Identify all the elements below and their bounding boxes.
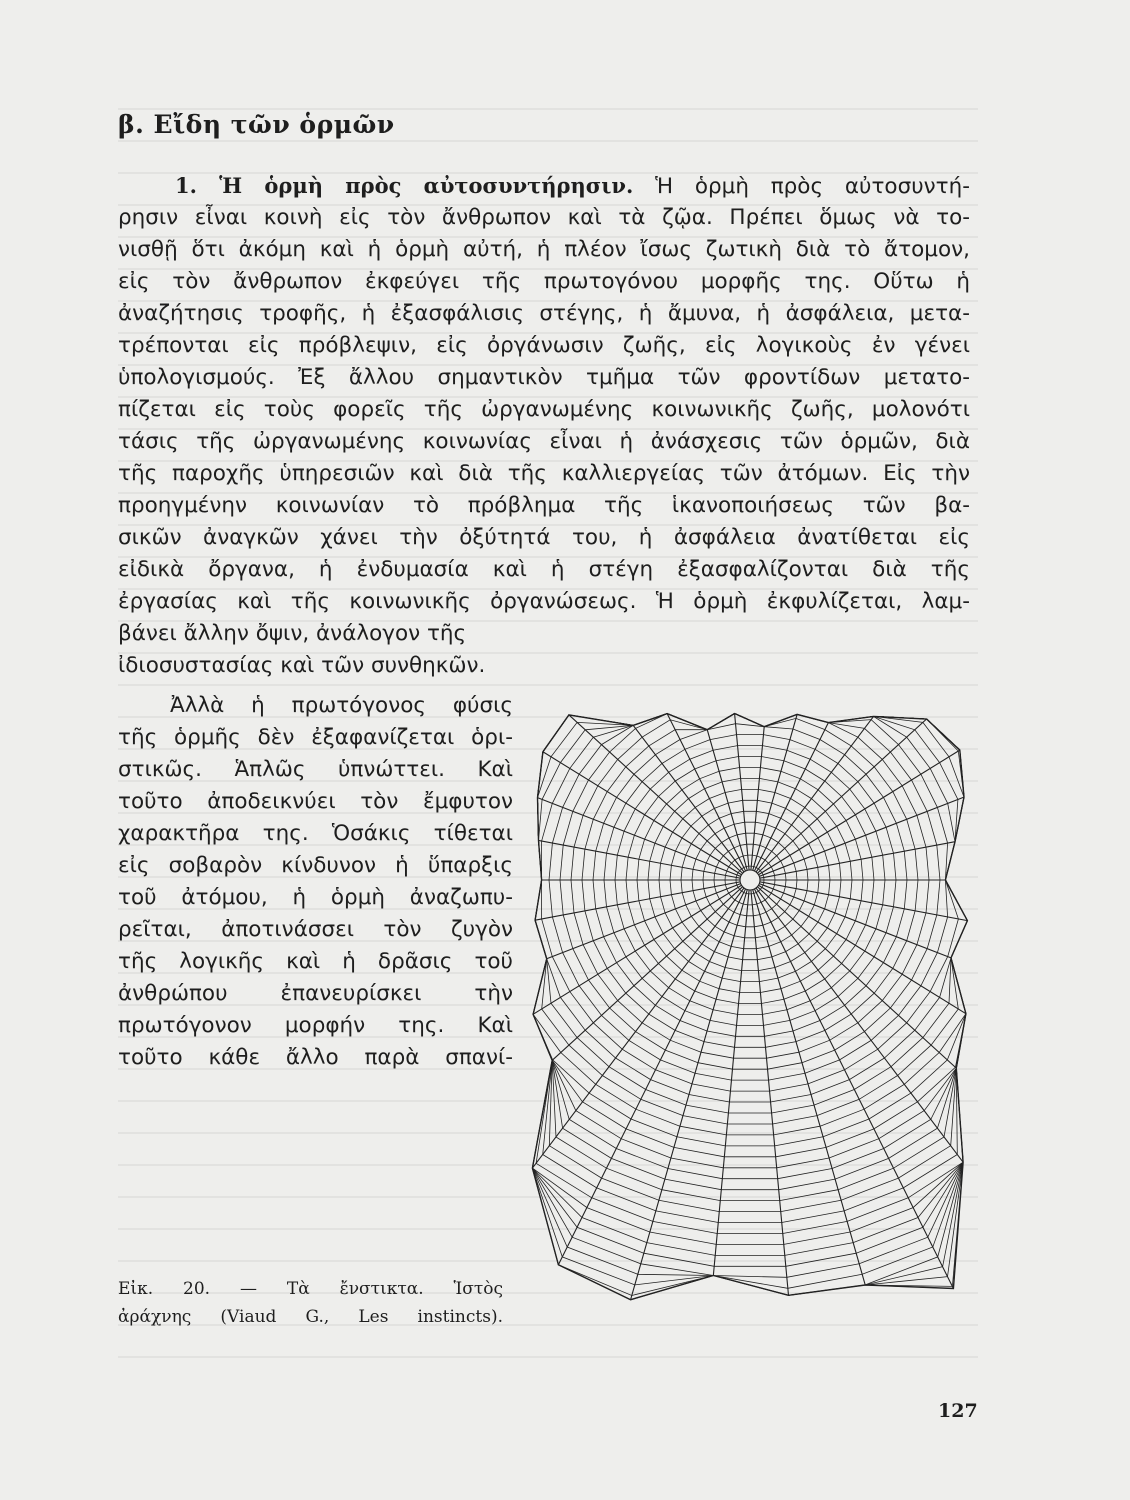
paragraph-line: πρωτόγονον μορφήν της. Καὶ <box>118 1013 513 1038</box>
web-spoke <box>667 714 750 880</box>
paragraph-line: τοῦ ἀτόμου, ἡ ὁρμὴ ἀναζωπυ- <box>118 885 513 910</box>
paragraph-line: Ἀλλὰ ἡ πρωτόγονος φύσις <box>170 693 513 718</box>
paragraph-line: εἰς τὸν ἄνθρωπον ἐκφεύγει τῆς πρωτογόνου μορφῆς της. Οὕτω ἡ <box>118 269 970 294</box>
paragraph-line: σικῶν ἀναγκῶν χάνει τὴν ὀξύτητά του, ἡ ἀσφάλεια ἀνατίθεται εἰς <box>118 525 970 550</box>
web-spoke <box>558 880 750 1265</box>
paragraph-line: στικῶς. Ἁπλῶς ὑπνώττει. Καὶ <box>118 757 513 782</box>
web-spiral-ring <box>542 714 959 1092</box>
paragraph-line: τῆς παροχῆς ὑπηρεσιῶν καὶ διὰ τῆς καλλιεργείας τῶν ἀτόμων. Εἰς τὴν <box>118 461 970 486</box>
web-spiral-ring <box>535 714 967 1114</box>
paragraph-line: ρεῖται, ἀποτινάσσει τὸν ζυγὸν <box>118 917 513 942</box>
paragraph-line: ὑπολογισμούς. Ἐξ ἄλλου σημαντικὸν τμῆμα τῶν φροντίδων μετατο- <box>118 365 970 390</box>
web-spoke <box>532 880 750 1168</box>
web-spiral-ring <box>535 714 967 1125</box>
paragraph-line: πίζεται εἰς τοὺς φορεῖς τῆς ὠργανωμένης κοινωνικῆς ζωῆς, μολονότι <box>118 397 970 422</box>
paragraph-line: νισθῇ ὅτι ἀκόμη καὶ ἡ ὁρμὴ αὐτή, ἡ πλέον ἴσως ζωτικὴ διὰ τὸ ἄτομον, <box>118 237 970 262</box>
web-spiral-ring <box>533 714 967 1157</box>
web-spiral-ring <box>532 714 967 1245</box>
paragraph-line: 1. Ἡ ὁρμὴ πρὸς αὐτοσυντήρησιν. Ἡ ὁρμὴ πρὸς αὐτοσυντή- <box>175 173 970 199</box>
web-hub <box>740 870 760 890</box>
web-spoke <box>750 880 951 958</box>
web-spoke <box>547 880 750 959</box>
section-heading: β. Εἴδη τῶν ὁρμῶν <box>118 110 395 139</box>
paragraph-label: 1. Ἡ ὁρμὴ πρὸς αὐτοσυντήρησιν. <box>175 173 634 198</box>
paragraph-line: χαρακτῆρα της. Ὁσάκις τίθεται <box>118 821 513 846</box>
paragraph-line: τοῦτο κάθε ἄλλο παρὰ σπανί- <box>118 1045 513 1070</box>
web-spiral-ring <box>532 714 967 1296</box>
paragraph-line: τάσις τῆς ὠργανωμένης κοινωνίας εἶναι ἡ ἀνάσχεσις τῶν ὁρμῶν, διὰ <box>118 429 970 454</box>
paragraph-line: ἀναζήτησις τροφῆς, ἡ ἐξασφάλισις στέγης, ἡ ἄμυνα, ἡ ἀσφάλεια, μετα- <box>118 301 970 326</box>
web-spiral-ring <box>533 714 967 1179</box>
figure-caption-line: ἀράχνης (Viaud G., Les instincts). <box>118 1307 503 1327</box>
paragraph-line: ἀνθρώπου ἐπανευρίσκει τὴν <box>118 981 513 1006</box>
paragraph-line: εἰδικὰ ὄργανα, ἡ ἐνδυμασία καὶ ἡ στέγη ἐξασφαλίζονται διὰ τῆς <box>118 557 970 582</box>
page-number: 127 <box>938 1400 978 1422</box>
web-spiral-ring <box>532 714 967 1267</box>
web-spiral-ring <box>532 714 967 1256</box>
paragraph-line: τῆς ὁρμῆς δὲν ἐξαφανίζεται ὁρι- <box>118 725 513 750</box>
web-spiral-ring <box>560 714 940 1070</box>
paragraph-line: τοῦτο ἀποδεικνύει τὸν ἔμφυτον <box>118 789 513 814</box>
web-spiral-ring <box>532 714 967 1289</box>
spider-web-illustration <box>520 700 980 1320</box>
paragraph-line: τρέπονται εἰς πρόβλεψιν, εἰς ὀργάνωσιν ζωῆς, εἰς λογικοὺς ἐν γένει <box>118 333 970 358</box>
web-spoke <box>750 880 963 1162</box>
paragraph-line: τῆς λογικῆς καὶ ἡ δρᾶσις τοῦ <box>118 949 513 974</box>
web-spoke <box>750 880 788 1295</box>
paragraph-line: εἰς σοβαρὸν κίνδυνον ἡ ὕπαρξις <box>118 853 513 878</box>
paragraph-line: ἐργασίας καὶ τῆς κοινωνικῆς ὀργανώσεως. Ἡ ὁρμὴ ἐκφυλίζεται, λαμ- <box>118 589 970 614</box>
web-spiral-ring <box>533 714 967 1168</box>
web-spiral-ring <box>532 714 967 1296</box>
figure-caption-line: Εἰκ. 20. — Τὰ ἔνστικτα. Ἱστὸς <box>118 1279 503 1299</box>
web-spoke <box>750 880 956 1068</box>
paragraph-line: ἰδιοσυστασίας καὶ τῶν συνθηκῶν. <box>118 653 486 678</box>
spider-web-lines <box>532 713 967 1299</box>
web-spoke <box>750 716 874 880</box>
paragraph-line: βάνει ἄλλην ὄψιν, ἀνάλογον τῆς <box>118 621 467 646</box>
web-spoke <box>750 797 964 880</box>
web-spiral-ring <box>532 714 967 1278</box>
paragraph-line: ρησιν εἶναι κοινὴ εἰς τὸν ἄνθρωπον καὶ τὰ ζῷα. Πρέπει ὅμως νὰ το- <box>118 205 970 230</box>
web-spoke <box>537 798 750 880</box>
paragraph-line: προηγμένην κοινωνίαν τὸ πρόβλημα τῆς ἱκανοποιήσεως τῶν βα- <box>118 493 970 518</box>
